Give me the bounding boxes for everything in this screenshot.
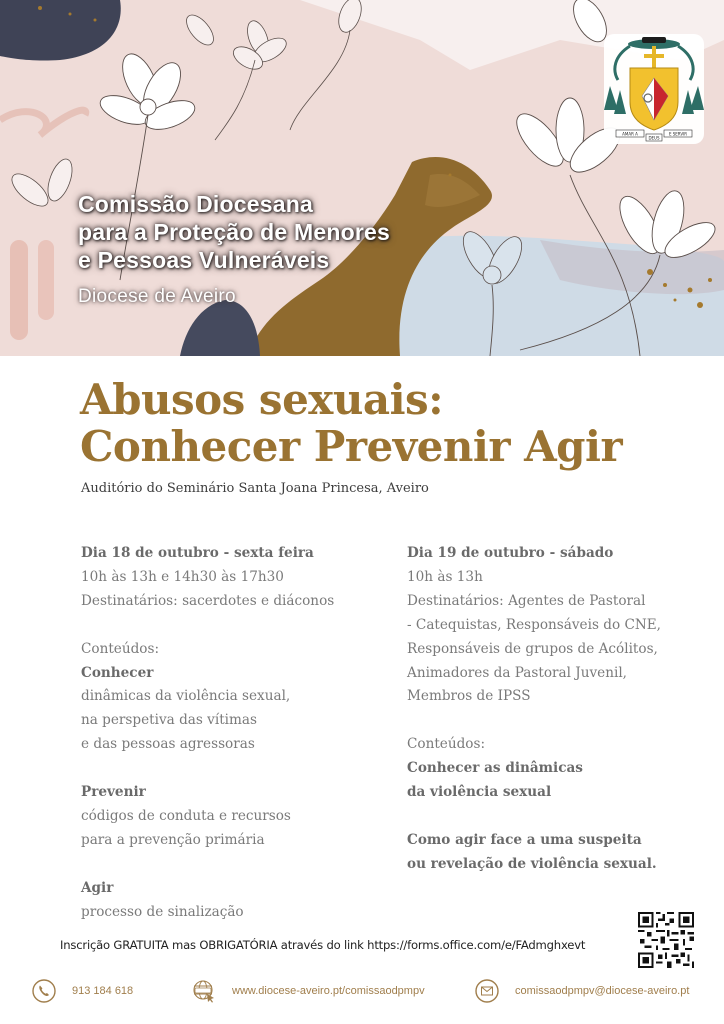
day1-section-heading: Prevenir [81,784,146,801]
globe-www-icon [192,979,216,1003]
hero-banner [0,0,724,356]
day1-section-line: para a prevenção primária [81,831,265,848]
day2-contents-label: Conteúdos: [407,736,486,753]
day2-audience-line: - Catequistas, Responsáveis do CNE, [407,616,661,633]
org-name-line-1: Comissão Diocesana [78,191,313,217]
registration-link-text[interactable]: Inscrição GRATUITA mas OBRIGATÓRIA através do link https://forms.office.com/e/FAdmghxevt [60,938,586,952]
day1-section-line: na perspetiva das vítimas [81,712,257,729]
email-address: comissaodpmpv@diocese-aveiro.pt [515,985,690,997]
day2-title: Dia 19 de outubro - sábado [407,545,614,561]
event-title [80,376,622,470]
svg-text:E SERVIR: E SERVIR [668,131,688,137]
day1-contents-label: Conteúdos: [81,640,160,657]
phone-icon [32,979,56,1003]
day2-section-line: Como agir face a uma suspeita [407,831,642,848]
day1-hours: 10h às 13h e 14h30 às 17h30 [81,568,284,585]
envelope-icon [475,979,499,1003]
svg-text:DEUS: DEUS [648,135,660,141]
day2-column [407,542,661,877]
org-name-line-3: e Pessoas Vulneráveis [78,247,330,273]
qr-code-icon[interactable] [638,912,694,968]
day2-section-line: ou revelação de violência sexual. [407,855,657,872]
website-url: www.diocese-aveiro.pt/comissaodpmpv [232,985,425,997]
day2-audience-line: Destinatários: Agentes de Pastoral [407,592,646,609]
day1-section-line: processo de sinalização [81,903,244,920]
footer-website[interactable] [192,976,425,1006]
day1-section-line: e das pessoas agressoras [81,736,255,753]
day1-section-line: dinâmicas da violência sexual, [81,688,291,705]
day2-section-line: da violência sexual [407,784,552,801]
event-title-line-2: Conhecer Prevenir Agir [80,422,623,471]
bishop-coat-of-arms-icon [602,30,706,148]
day2-audience-line: Responsáveis de grupos de Acólitos, [407,640,658,657]
day2-audience-line: Membros de IPSS [407,688,531,705]
footer-phone[interactable] [32,976,133,1006]
phone-number: 913 184 618 [72,985,134,997]
day1-section-heading: Conhecer [81,664,154,681]
day2-audience-line: Animadores da Pastoral Juvenil, [407,664,628,681]
day2-hours: 10h às 13h [407,568,483,585]
day1-title: Dia 18 de outubro - sexta feira [81,545,314,561]
event-venue: Auditório do Seminário Santa Joana Princesa, Aveiro [81,481,429,496]
day1-section-heading: Agir [81,879,114,896]
day1-section-line: códigos de conduta e recursos [81,807,291,824]
day1-audience: Destinatários: sacerdotes e diáconos [81,592,335,609]
hero-title-block [78,190,390,308]
event-title-line-1: Abusos sexuais: [80,375,444,424]
diocese-name: Diocese de Aveiro [78,286,236,307]
footer-email[interactable] [475,976,689,1006]
org-name-line-2: para a Proteção de Menores [78,219,390,245]
day1-column [81,542,334,924]
day2-section-line: Conhecer as dinâmicas [407,760,583,777]
contact-footer [0,976,724,1006]
svg-text:AMAR A: AMAR A [622,131,638,137]
